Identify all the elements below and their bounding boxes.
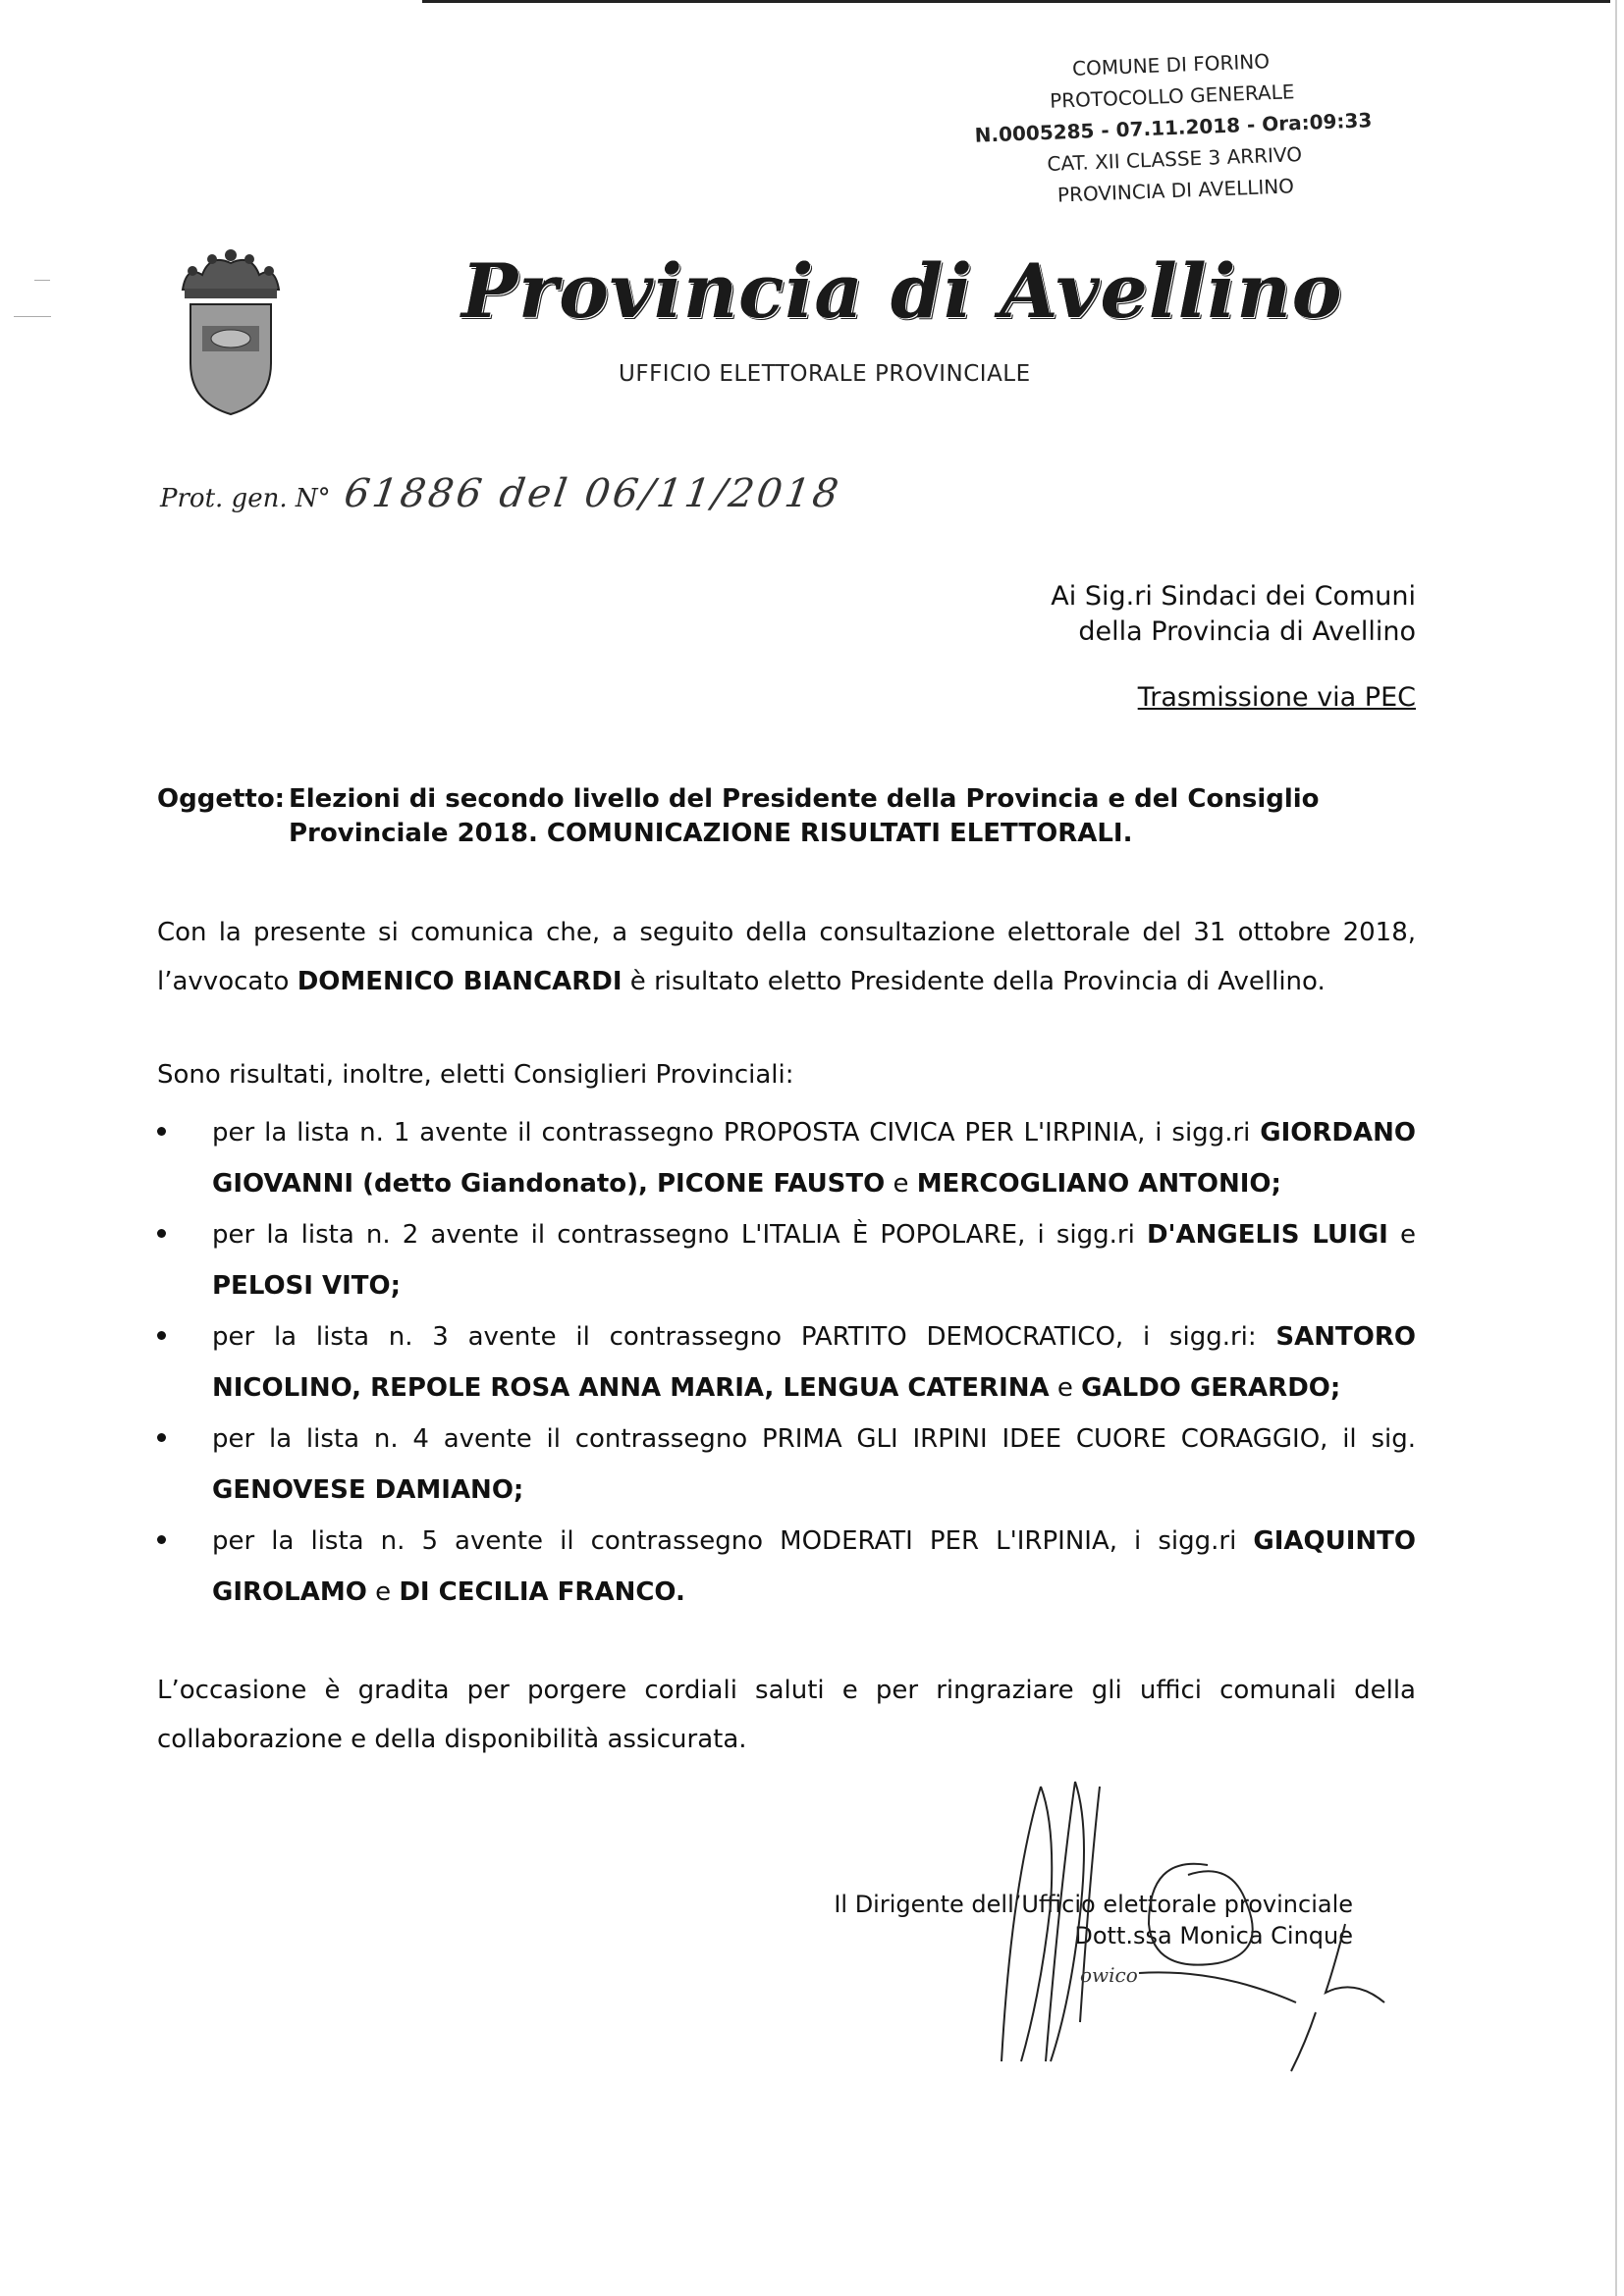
bullet-icon	[157, 1433, 166, 1442]
signer-name: Dott.ssa Monica Cinque	[1074, 1922, 1353, 1949]
names: SANTORO NICOLINO, REPOLE ROSA ANNA MARIA, LENGUA CATERINA	[212, 1322, 1416, 1403]
text: per la lista n. 2 avente il contrassegno L'ITALIA È POPOLARE, i sigg.ri	[212, 1220, 1147, 1250]
protocol-number	[160, 471, 844, 516]
protocol-handwritten: 61886 del 06/11/2018	[341, 471, 844, 516]
text: e	[1049, 1373, 1082, 1403]
text: e	[1387, 1220, 1416, 1250]
names: PELOSI VITO;	[212, 1271, 402, 1301]
list-item	[157, 1414, 1416, 1516]
recipient-line: della Provincia di Avellino	[1078, 616, 1416, 647]
office-name: UFFICIO ELETTORALE PROVINCIALE	[619, 361, 1031, 387]
text: per la lista n. 1 avente il contrassegno PROPOSTA CIVICA PER L'IRPINIA, i sigg.ri	[212, 1118, 1261, 1148]
scan-mark	[14, 316, 51, 317]
names: GIAQUINTO GIROLAMO	[212, 1526, 1416, 1607]
names: D'ANGELIS LUIGI	[1146, 1220, 1388, 1250]
signer-role: Il Dirigente dell’Ufficio elettorale provinciale	[834, 1891, 1353, 1918]
stamp-line: PROTOCOLLO GENERALE	[1049, 80, 1295, 113]
recipient-block	[1051, 579, 1416, 650]
stamp-line: COMUNE DI FORINO	[1071, 49, 1271, 80]
text: per la lista n. 4 avente il contrassegno PRIMA GLI IRPINI IDEE CUORE CORAGGIO, il sig.	[212, 1424, 1416, 1454]
bullet-icon	[157, 1535, 166, 1544]
paragraph-closing: L’occasione è gradita per porgere cordiali saluti e per ringraziare gli uffici comunali della collaborazione e della disponibilità assicurata.	[157, 1676, 1416, 1754]
province-title: Provincia di Avellino	[461, 247, 1343, 335]
bullet-icon	[157, 1331, 166, 1340]
text: per la lista n. 3 avente il contrassegno PARTITO DEMOCRATICO, i sigg.ri:	[212, 1322, 1276, 1352]
recipient-line: Ai Sig.ri Sindaci dei Comuni	[1051, 581, 1416, 612]
scan-right-edge	[1615, 0, 1617, 2296]
paragraph-announcement	[157, 908, 1416, 1006]
subject	[157, 782, 1416, 851]
list-item	[157, 1311, 1416, 1414]
text: per la lista n. 5 avente il contrassegno MODERATI PER L'IRPINIA, i sigg.ri	[212, 1526, 1254, 1556]
councillors-intro: Sono risultati, inoltre, eletti Consiglieri Provinciali:	[157, 1060, 794, 1090]
handwritten-signature-icon	[943, 1767, 1414, 2081]
councillors-list	[157, 1107, 1416, 1618]
names: GENOVESE DAMIANO;	[212, 1475, 524, 1505]
names: GIORDANO GIOVANNI (detto Giandonato), PICONE FAUSTO	[212, 1118, 1416, 1199]
scan-mark	[34, 280, 50, 281]
list-item	[157, 1516, 1416, 1618]
list-item	[157, 1209, 1416, 1311]
president-name: DOMENICO BIANCARDI	[297, 967, 623, 996]
names: MERCOGLIANO ANTONIO;	[916, 1169, 1281, 1199]
scan-top-edge	[422, 0, 1610, 3]
stamp-line: CAT. XII CLASSE 3 ARRIVO	[1047, 142, 1303, 176]
stamp-line: N.0005285 - 07.11.2018 - Ora:09:33	[974, 108, 1373, 147]
text: e	[366, 1577, 400, 1607]
names: GALDO GERARDO;	[1081, 1373, 1341, 1403]
protocol-stamp	[969, 41, 1378, 214]
bullet-icon	[157, 1229, 166, 1238]
list-item	[157, 1107, 1416, 1209]
subject-label: Oggetto:	[157, 784, 286, 814]
protocol-label: Prot. gen. N°	[160, 484, 331, 513]
province-crest-icon	[173, 245, 289, 418]
subject-text: Elezioni di secondo livello del Presidente della Provincia e del Consiglio Provinciale 2018. COMUNICAZIONE RISULTATI ELETTORALI.	[289, 784, 1320, 848]
transmission-note: Trasmissione via PEC	[1137, 682, 1416, 713]
signature-handmark: owico	[1080, 1963, 1138, 1987]
text: e	[885, 1169, 917, 1199]
text: è risultato eletto Presidente della Provincia di Avellino.	[622, 967, 1326, 996]
names: DI CECILIA FRANCO.	[399, 1577, 685, 1607]
stamp-line: PROVINCIA DI AVELLINO	[1056, 174, 1295, 207]
bullet-icon	[157, 1127, 166, 1136]
text: Con la presente si comunica che, a seguito della consultazione elettorale del 31 ottobre 2018, l’avvocato	[157, 918, 1416, 996]
